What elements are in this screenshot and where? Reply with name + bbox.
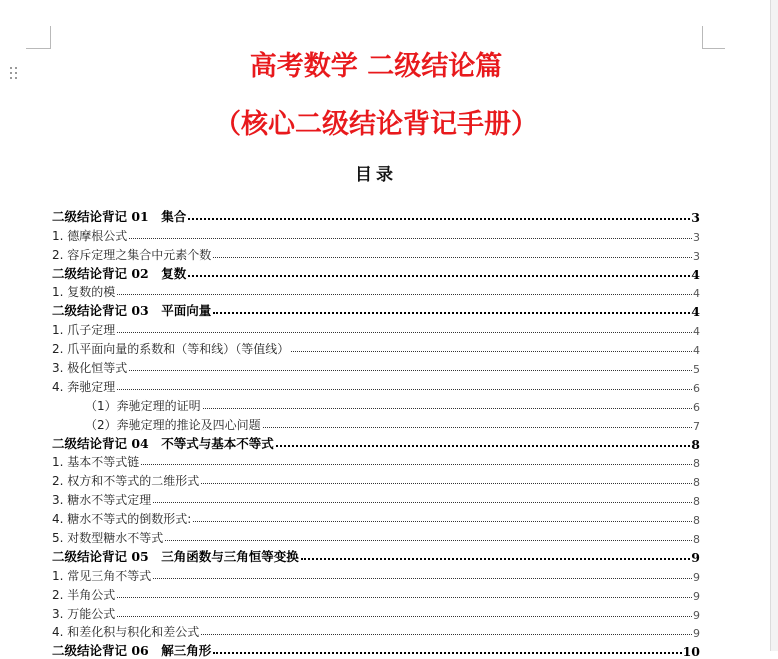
- toc-dot-leader: [117, 597, 692, 598]
- toc-entry-page: 8: [691, 436, 700, 452]
- toc-entry[interactable]: [52, 357, 700, 376]
- toc-entry-title: 4. 和差化积与积化和差公式: [52, 625, 200, 640]
- toc-entry[interactable]: [52, 565, 700, 584]
- table-of-contents: [52, 206, 700, 659]
- toc-entry[interactable]: [52, 622, 700, 641]
- toc-entry-title: 3. 万能公式: [52, 606, 116, 621]
- toc-entry-page: 5: [693, 363, 700, 377]
- toc-dot-leader: [188, 275, 690, 277]
- toc-dot-leader: [117, 389, 692, 390]
- toc-entry-page: 8: [693, 476, 700, 490]
- toc-entry-title: 1. 德摩根公式: [52, 228, 128, 243]
- toc-entry[interactable]: [52, 470, 700, 489]
- toc-entry[interactable]: [52, 489, 700, 508]
- toc-entry[interactable]: [52, 452, 700, 471]
- toc-entry[interactable]: [52, 508, 700, 527]
- toc-dot-leader: [301, 558, 691, 560]
- toc-dot-leader: [203, 408, 692, 409]
- toc-entry[interactable]: [52, 584, 700, 603]
- toc-entry-page: 8: [693, 495, 700, 509]
- toc-entry[interactable]: [52, 603, 700, 622]
- toc-dot-leader: [117, 616, 692, 617]
- toc-dot-leader: [193, 521, 692, 522]
- toc-dot-leader: [213, 257, 692, 258]
- toc-dot-leader: [141, 464, 692, 465]
- toc-entry-title: 3. 糖水不等式定理: [52, 493, 152, 508]
- toc-entry-title: 1. 复数的模: [52, 285, 116, 300]
- toc-entry[interactable]: [52, 414, 700, 433]
- toc-entry-page: 9: [693, 608, 700, 622]
- toc-entry-page: 4: [691, 304, 700, 320]
- toc-entry-page: 4: [693, 344, 700, 358]
- toc-dot-leader: [153, 578, 692, 579]
- toc-entry-title: 1. 常见三角不等式: [52, 568, 152, 583]
- toc-entry-title: 2. 权方和不等式的二维形式: [52, 474, 200, 489]
- page-corner-top-right: [702, 26, 725, 49]
- toc-entry-page: 9: [693, 589, 700, 603]
- toc-dot-leader: [276, 445, 691, 447]
- toc-entry[interactable]: [52, 640, 700, 659]
- toc-entry-page: 9: [693, 570, 700, 584]
- toc-entry-page: 10: [682, 644, 700, 659]
- toc-entry-page: 6: [693, 400, 700, 414]
- toc-entry-page: 8: [693, 514, 700, 528]
- toc-entry[interactable]: [52, 244, 700, 263]
- toc-entry-page: 4: [693, 325, 700, 339]
- toc-entry-page: 7: [693, 419, 700, 433]
- toc-entry-page: 8: [693, 533, 700, 547]
- toc-dot-leader: [117, 294, 692, 295]
- document-subtitle: （核心二级结论背记手册）: [214, 109, 538, 140]
- toc-dot-leader: [201, 483, 692, 484]
- toc-entry-title: 1. 爪子定理: [52, 323, 116, 338]
- vertical-scrollbar[interactable]: [770, 0, 778, 651]
- toc-entry-title: 二级结论背记 03 平面向量: [52, 303, 212, 319]
- toc-dot-leader: [117, 332, 692, 333]
- toc-dot-leader: [129, 370, 692, 371]
- toc-dot-leader: [291, 351, 692, 352]
- toc-dot-leader: [213, 652, 681, 654]
- toc-entry-page: 8: [693, 457, 700, 471]
- toc-entry[interactable]: [52, 376, 700, 395]
- toc-dot-leader: [165, 540, 692, 541]
- toc-entry-page: 9: [691, 549, 700, 565]
- toc-entry[interactable]: [52, 546, 700, 565]
- toc-entry[interactable]: [52, 206, 700, 225]
- toc-entry[interactable]: [52, 527, 700, 546]
- toc-entry-title: 1. 基本不等式链: [52, 455, 140, 470]
- toc-dot-leader: [153, 502, 692, 503]
- toc-dot-leader: [201, 634, 692, 635]
- toc-entry[interactable]: [52, 319, 700, 338]
- toc-entry-title: 2. 爪平面向量的系数和（等和线）（等值线）: [52, 342, 290, 357]
- toc-entry-page: 3: [693, 230, 700, 244]
- toc-heading: 目录: [355, 165, 397, 185]
- toc-entry-title: 3. 极化恒等式: [52, 361, 128, 376]
- toc-entry-page: 6: [693, 381, 700, 395]
- toc-entry-title: （1）奔驰定理的证明: [85, 398, 201, 413]
- toc-entry-title: 二级结论背记 05 三角函数与三角恒等变换: [52, 548, 299, 564]
- toc-entry-page: 9: [693, 627, 700, 641]
- toc-entry-title: 5. 对数型糖水不等式: [52, 531, 164, 546]
- toc-entry[interactable]: [52, 225, 700, 244]
- toc-dot-leader: [213, 312, 690, 314]
- toc-entry-title: 2. 半角公式: [52, 587, 116, 602]
- toc-entry-page: 3: [693, 249, 700, 263]
- page-corner-top-left: [26, 26, 51, 49]
- toc-entry[interactable]: [52, 282, 700, 301]
- toc-entry-title: （2）奔驰定理的推论及四心问题: [85, 417, 261, 432]
- toc-entry-title: 4. 奔驰定理: [52, 379, 116, 394]
- toc-entry-title: 二级结论背记 04 不等式与基本不等式: [52, 435, 274, 451]
- toc-dot-leader: [263, 427, 692, 428]
- toc-entry-title: 二级结论背记 02 复数: [52, 265, 187, 281]
- document-title: 高考数学 二级结论篇: [249, 51, 503, 82]
- toc-entry-page: 4: [693, 287, 700, 301]
- toc-entry-title: 4. 糖水不等式的倒数形式:: [52, 512, 192, 527]
- toc-entry-page: 3: [691, 209, 700, 225]
- toc-entry-page: 4: [691, 266, 700, 282]
- toc-entry[interactable]: [52, 395, 700, 414]
- toc-entry-title: 二级结论背记 06 解三角形: [52, 643, 212, 659]
- toc-entry[interactable]: [52, 263, 700, 282]
- toc-dot-leader: [129, 238, 692, 239]
- toc-entry[interactable]: [52, 433, 700, 452]
- toc-entry-title: 2. 容斥定理之集合中元素个数: [52, 247, 212, 262]
- toc-entry[interactable]: [52, 300, 700, 319]
- toc-entry-title: 二级结论背记 01 集合: [52, 208, 187, 224]
- toc-dot-leader: [188, 218, 690, 220]
- toc-entry[interactable]: [52, 338, 700, 357]
